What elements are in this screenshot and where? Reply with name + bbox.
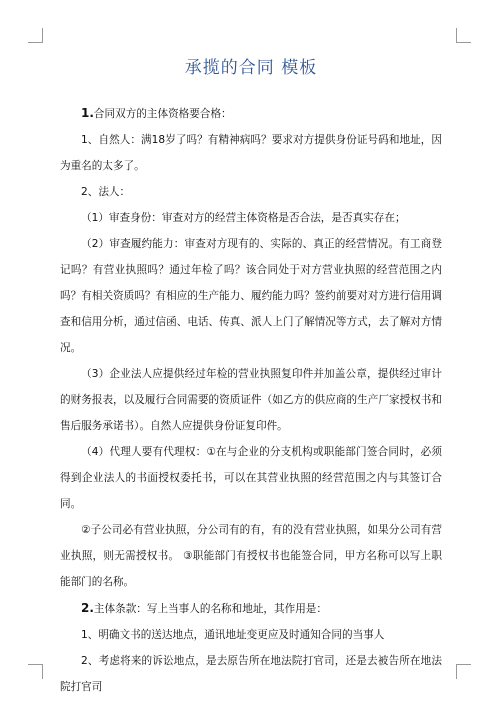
paragraph-agent-authority: （4）代理人要有代理权：①在与企业的分支机构或职能部门签合同时，必须得到企业法人的书面授权委托书，可以在其营业执照的经营范围之内与其签订合同。 [60,446,442,510]
crop-mark-bottom-left [28,664,43,679]
paragraph-litigation-venue: 2、考虑将来的诉讼地点，是去原告所在地法院打官司，还是去被告所在地法院打官司 [60,655,442,693]
document-page [60,56,442,700]
paragraph-license-copy: （3）企业法人应提供经过年检的营业执照复印件并加盖公章，提供经过审计的财务报表，以及履行合同需要的资质证件（如乙方的供应商的生产厂家授权书和售后服务承诺书）。自然人应提供身份证复印件。 [60,368,442,432]
crop-mark-top-left [28,28,43,43]
crop-mark-bottom-right [456,664,471,679]
paragraph-delivery-address: 1、明确文书的送达地点，通讯地址变更应及时通知合同的当事人 [81,629,385,641]
section-heading-1: 1.合同双方的主体资格要合格： [81,106,232,120]
paragraph-review-capacity: （2）审查履约能力：审查对方现有的、实际的、真正的经营情况。有工商登记吗？有营业执照吗？通过年检了吗？该合同处于对方营业执照的经营范围之内吗？有相关资质吗？有相应的生产能力、履约能力吗？签约前要对对方进行信用调查和信用分析，通过信函、电话、传真、派人上门了解情况等方式，去了解对方情况。 [60,238,442,354]
document-title: 承揽的合同 模板 [184,58,318,78]
crop-mark-top-right [456,28,471,43]
paragraph-natural-person: 1、自然人：满18岁了吗？有精神病吗？要求对方提供身份证号码和地址，因为重名的太多了。 [60,134,442,172]
paragraph-subsidiary: ②子公司必有营业执照，分公司有的有，有的没有营业执照，如果分公司有营业执照，则无需授权书。 ③职能部门有授权书也能签合同，甲方名称可以写上职能部门的名称。 [60,524,442,588]
section-heading-2: 2.主体条款：写上当事人的名称和地址，其作用是： [81,601,327,615]
paragraph-review-identity: （1）审查身份：审查对方的经营主体资格是否合法，是否真实存在； [81,212,406,224]
paragraph-legal-person: 2、法人： [81,186,131,198]
